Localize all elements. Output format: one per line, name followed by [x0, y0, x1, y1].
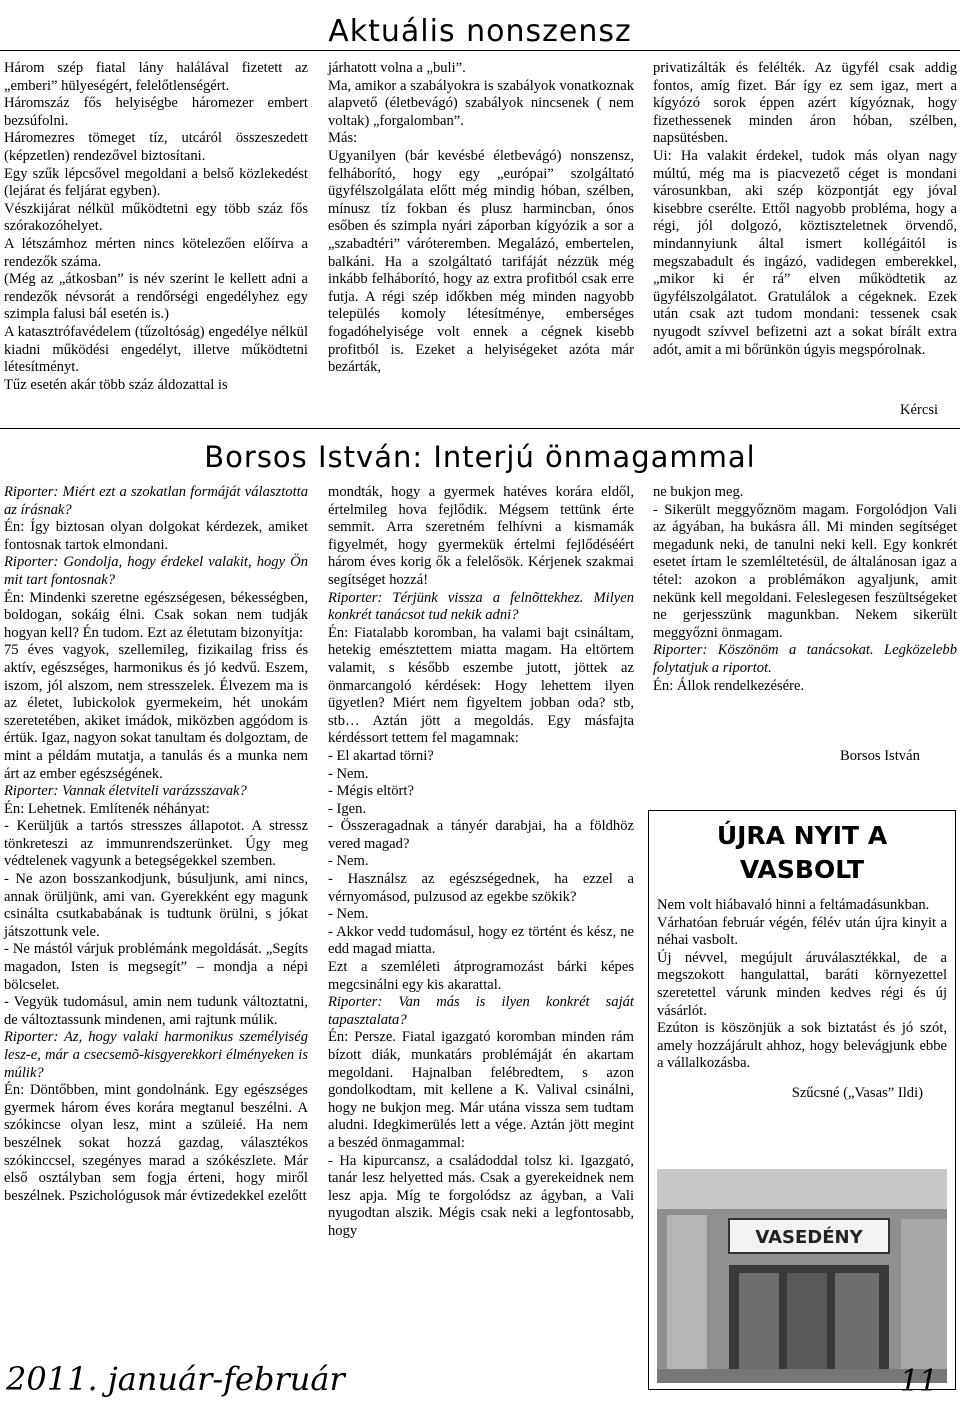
- paragraph: privatizálták és felélték. Az ügyfél csak addig fontos, amíg fizet. Bár így ez sem igaz, mert a kígyózó sorok éppen azért kígyóznak, hogy fizethessenek minden áron hóban, szélben, napsütésben.: [653, 60, 957, 147]
- vasbolt-title-line1: ÚJRA NYIT A: [716, 821, 888, 850]
- answer-paragraph: Én: Döntőbben, mint gondolnánk. Egy egészséges gyermek három éves korára megtanul beszélni. A szókincse olyan lesz, mint a szüleié. Ha nem beszélnek sokat hozzá gazdag, választékos szókinccsel, szegényes marad a szókészlete. Már első osztályban sem fogja érteni, hogy miről beszélnek. Pszichológusok már évtizedekkel ezelőtt: [4, 1082, 308, 1204]
- vasbolt-paragraph: Várhatóan február végén, félév után újra kinyit a néhai vasbolt.: [657, 914, 947, 949]
- answer-paragraph: Én: Állok rendelkezésére.: [653, 677, 805, 694]
- reporter-question: Riporter: Köszönöm a tanácsokat. Legközelebb folytatjuk a riportot.: [653, 642, 957, 676]
- paragraph: járhatott volna a „buli”.: [328, 60, 466, 76]
- answer-paragraph: - El akartad törni?: [328, 747, 434, 764]
- answer-paragraph: - Ha kipurcansz, a családoddal tolsz ki. Igazgató, tanár lesz helyetted más. Csak a gyerekeidnek nem lesz apja. Míg te forgolódsz az ágyban, a Vali nyugodtan alszik. Mégis csak neki a legfontosabb, hogy: [328, 1152, 634, 1239]
- answer-paragraph: - Vegyük tudomásul, amin nem tudunk változtatni, de változtassunk mindenen, ami rajtunk múlik.: [4, 994, 308, 1028]
- vasbolt-title-line2: VASBOLT: [739, 855, 865, 884]
- section2-column-3: [653, 484, 957, 695]
- answer-paragraph: - Sikerült meggyőznöm magam. Forgolódjon Vali az ágyában, ha bukásra áll. Mi minden segítséget megadunk neki, de tanulni neki kell. Egy konkrét esetet írtam le szemléltetésül, de általánosan igaz a tétel: azokon a problémákon agyaljunk, amit nekünk kell megoldani. Feleslegesen feszültségeket ne gerjesszünk magunkban. Nekem sikerült meggyőzni önmagam.: [653, 501, 957, 641]
- vasbolt-paragraph: Új névvel, megújult áruválasztékkal, de a megszokott hangulattal, baráti környezettel szeretettel várunk minden kedves régi és új vásárlót.: [657, 949, 947, 1019]
- paragraph: Egy szűk lépcsővel megoldani a belső közlekedést (lejárat és feljárat egyben).: [4, 165, 308, 200]
- answer-paragraph: - Nem.: [328, 765, 369, 782]
- paragraph: Ui: Ha valakit érdekel, tudok más olyan nagy múltú, még ma is piacvezető céget is mondani városunkban, aki szép központját egy jóval kisebbre cserélte. Ettől nagyobb probléma, hogy a régi, jól dolgozó, köztiszteletnek örvendő, mindannyiunk által ismert kollégáitól is megszabadult és ingázó, vadidegen emberekkel, „mikor ki ér rá” elven működtetik az ügyfélszolgálatot. Gratulálok a cégeknek. Ezek után csak azt tudom mondani: tessenek csak nyugodt szívvel befizetni azt a sokat bírált extra adót, amit a mi bőrünkön úgyis megspórolnak.: [653, 147, 957, 358]
- answer-paragraph: 75 éves vagyok, szellemileg, fizikailag friss és aktív, egészséges, harmonikus és jó kedvű. Eszem, iszom, jól alszom, nem stresszelek. Élvezem ma is az életet, lubickolok gyermekeim, hét unokám szeretetében, akiket imádok, miközben aggódom is értük. Igaz, nagyon sokat tanultam és dolgoztam, de mint a példám mutatja, a tanulás és a munka nem árt az ember egészségének.: [4, 642, 308, 782]
- section-title-interju: Borsos István: Interjú önmagammal: [204, 440, 756, 474]
- reporter-question: Riporter: Térjünk vissza a felnõttekhez. Milyen konkrét tanácsot tud nekik adni?: [328, 589, 634, 624]
- paragraph: A katasztrófavédelem (tűzoltóság) engedélye nélkül kiadni működési engedélyt, illetve működtetni létesítményt.: [4, 323, 308, 376]
- answer-paragraph: - Igen.: [328, 800, 367, 817]
- vasbolt-paragraph: Ezúton is köszönjük a sok biztatást és jó szót, amely hozzájárult ahhoz, hogy belevágjunk ebbe a vállalkozásba.: [657, 1020, 947, 1072]
- answer-paragraph: Én: Lehetnek. Említenék néhányat:: [4, 800, 210, 817]
- paragraph: (Még az „átkosban” is név szerint le kellett adni a rendezők névsorát a rendőrségi engedélyhez egy szimpla falusi bál esetén is.): [4, 271, 308, 323]
- paragraph: A létszámhoz mérten nincs kötelezően előírva a rendezők száma.: [4, 235, 308, 270]
- paragraph: Vészkijárat nélkül működtetni egy több száz fős szórakozóhelyet.: [4, 200, 308, 235]
- reporter-question: Riporter: Miért ezt a szokatlan formáját választotta az írásnak?: [4, 484, 308, 518]
- section1-column-3: [653, 60, 957, 359]
- answer-paragraph: - Összeragadnak a tányér darabjai, ha a földhöz vered magad?: [328, 818, 634, 852]
- answer-paragraph: - Nem.: [328, 906, 369, 923]
- answer-paragraph: mondták, hogy a gyermek hatéves korára eldől, értelmileg hova fejlődik. Mégsem tettünk érte semmit. Arra szeretném felhívni a kismamák figyelmét, hogy gyermekük értelmi fejlődéséért három éves korig ők a felelősök. Kérjenek szakmai segítséget hozzá!: [328, 484, 634, 588]
- paragraph: Más:: [328, 130, 358, 147]
- page-number: 11: [899, 1364, 938, 1399]
- reporter-question: Riporter: Gondolja, hogy érdekel valakit, hogy Ön mit tart fontosnak?: [4, 554, 308, 588]
- rule-top: [0, 50, 960, 51]
- section2-column-1: [4, 484, 308, 1205]
- vasbolt-signature: Szűcsné („Vasas” Ildi): [791, 1084, 923, 1101]
- vasbolt-title: [649, 819, 955, 887]
- paragraph: Ugyanilyen (bár kevésbé életbevágó) nonszensz, felháborító, hogy egy „európai” szolgáltató ügyfélszolgálata előtt még mindig hóban, szélben, mínusz tíz fokban és plusz harmincban, ónos esőben és szimpla nyári záporban kígyózik a sor a „szabadtéri” váróteremben. Megalázó, embertelen, balkáni. Ha a szolgáltató tarifáját nézzük még inkább felháborító, hogy az extra profitból csak erre futja. A régi szép időkben még minden nagyobb település komoly létesítménye, emberséges fogadóhelyisége volt ennek a cégnek kisebb profitból is. Ezeket a helyiségeket azóta már bezárták,: [328, 147, 634, 376]
- rule-middle: [0, 428, 960, 429]
- paragraph: Tűz esetén akár több száz áldozattal is: [4, 376, 228, 393]
- answer-paragraph: Én: Így biztosan olyan dolgokat kérdezek, amiket fontosnak tartok elmondani.: [4, 519, 308, 553]
- answer-paragraph: - Mégis eltört?: [328, 783, 414, 800]
- paragraph: Ma, amikor a szabályokra is szabályok vonatkoznak alapvető (életbevágó) szabályok nincsenek ( nem voltak) „forgalomban”.: [328, 77, 634, 129]
- answer-paragraph: - Ne mástól várjuk problémánk megoldását. „Segíts magadon, Isten is megsegít” – mondja a népi bölcselet.: [4, 941, 308, 993]
- answer-paragraph: - Akkor vedd tudomásul, hogy ez történt és kész, ne edd magad miatta.: [328, 923, 634, 958]
- issue-date: 2011. január-február: [6, 1360, 345, 1398]
- vasbolt-photo: [657, 1169, 947, 1383]
- answer-paragraph: Én: Fiatalabb koromban, ha valami bajt csináltam, hetekig emésztettem miatta magam. Ha eltörtem valamit, s később eszembe jutott, jöttek az önmarcangoló kérdések: Hogy lehettem ilyen ügyetlen? Miért nem figyeltem jobban oda? stb, stb… Aztán jött a megoldás. Egy másfajta kérdéssort tettem fel magamnak:: [328, 624, 634, 747]
- shop-sign-text: VASEDÉNY: [755, 1227, 863, 1248]
- section1-column-2: [328, 60, 634, 377]
- reporter-question: Riporter: Vannak életviteli varázsszavak?: [4, 783, 247, 800]
- section2-signature: Borsos István: [840, 748, 920, 764]
- shop-facade-image: [657, 1169, 947, 1383]
- answer-paragraph: Ezt a szemléleti átprogramozást bárki képes megcsinálni egy kis akarattal.: [328, 959, 634, 993]
- section1-column-1: [4, 60, 308, 394]
- answer-paragraph: - Nem.: [328, 853, 369, 870]
- section2-column-2: [328, 484, 634, 1241]
- section1-signature: Kércsi: [900, 402, 939, 418]
- answer-paragraph: ne bukjon meg.: [653, 484, 744, 500]
- paragraph: Háromszáz fős helyiségbe háromezer embert bezsúfolni.: [4, 95, 308, 129]
- paragraph: Három szép fiatal lány halálával fizetett az „emberi” hülyeségért, felelőtlenségért.: [4, 60, 308, 94]
- answer-paragraph: - Ne azon bosszankodjunk, búsuljunk, ami nincs, annak örüljünk, ami van. Gyerekként egy magunk csinálta csutkababának is tudtunk örülni, s jókat játszottunk vele.: [4, 871, 308, 940]
- answer-paragraph: Én: Mindenki szeretne egészségesen, békességben, boldogan, sokáig élni. Csak sokan nem tudják hogyan kell? Én tudom. Ezt az életutam bizonyítja:: [4, 589, 308, 641]
- vasbolt-announcement-box: [648, 810, 956, 1390]
- reporter-question: Riporter: Van más is ilyen konkrét saját tapasztalata?: [328, 994, 634, 1028]
- answer-paragraph: Én: Persze. Fiatal igazgató koromban minden rám bízott diák, munkatárs problémáját én akartam megoldani. Hajnalban felébredtem, s azon gondolkodtam, mit kellene a K. Valival csinálni, hogy ne bukjon meg. Már utána vissza sem tudtam aludni. Idegkimerülés lett a vége. Aztán jött megint a beszéd önmagammal:: [328, 1029, 634, 1151]
- answer-paragraph: - Használsz az egészségednek, ha ezzel a vérnyomásod, pulzusod az egekbe szökik?: [328, 871, 634, 905]
- paragraph: Háromezres tömeget tíz, utcáról összeszedett (képzetlen) rendezővel biztosítani.: [4, 130, 308, 164]
- section-title-aktualis: Aktuális nonszensz: [328, 14, 632, 49]
- reporter-question: Riporter: Az, hogy valaki harmonikus személyiség lesz-e, már a csecsemõ-kisgyerekkori élményeken is múlik?: [4, 1029, 308, 1081]
- vasbolt-text: [657, 897, 947, 1103]
- answer-paragraph: - Kerüljük a tartós stresszes állapotot. A stressz tönkreteszi az immunrendszerünket. Úgy meg védtelenek vagyunk a betegségekkel szemben.: [4, 818, 308, 870]
- vasbolt-paragraph: Nem volt hiábavaló hinni a feltámadásunkban.: [657, 897, 930, 913]
